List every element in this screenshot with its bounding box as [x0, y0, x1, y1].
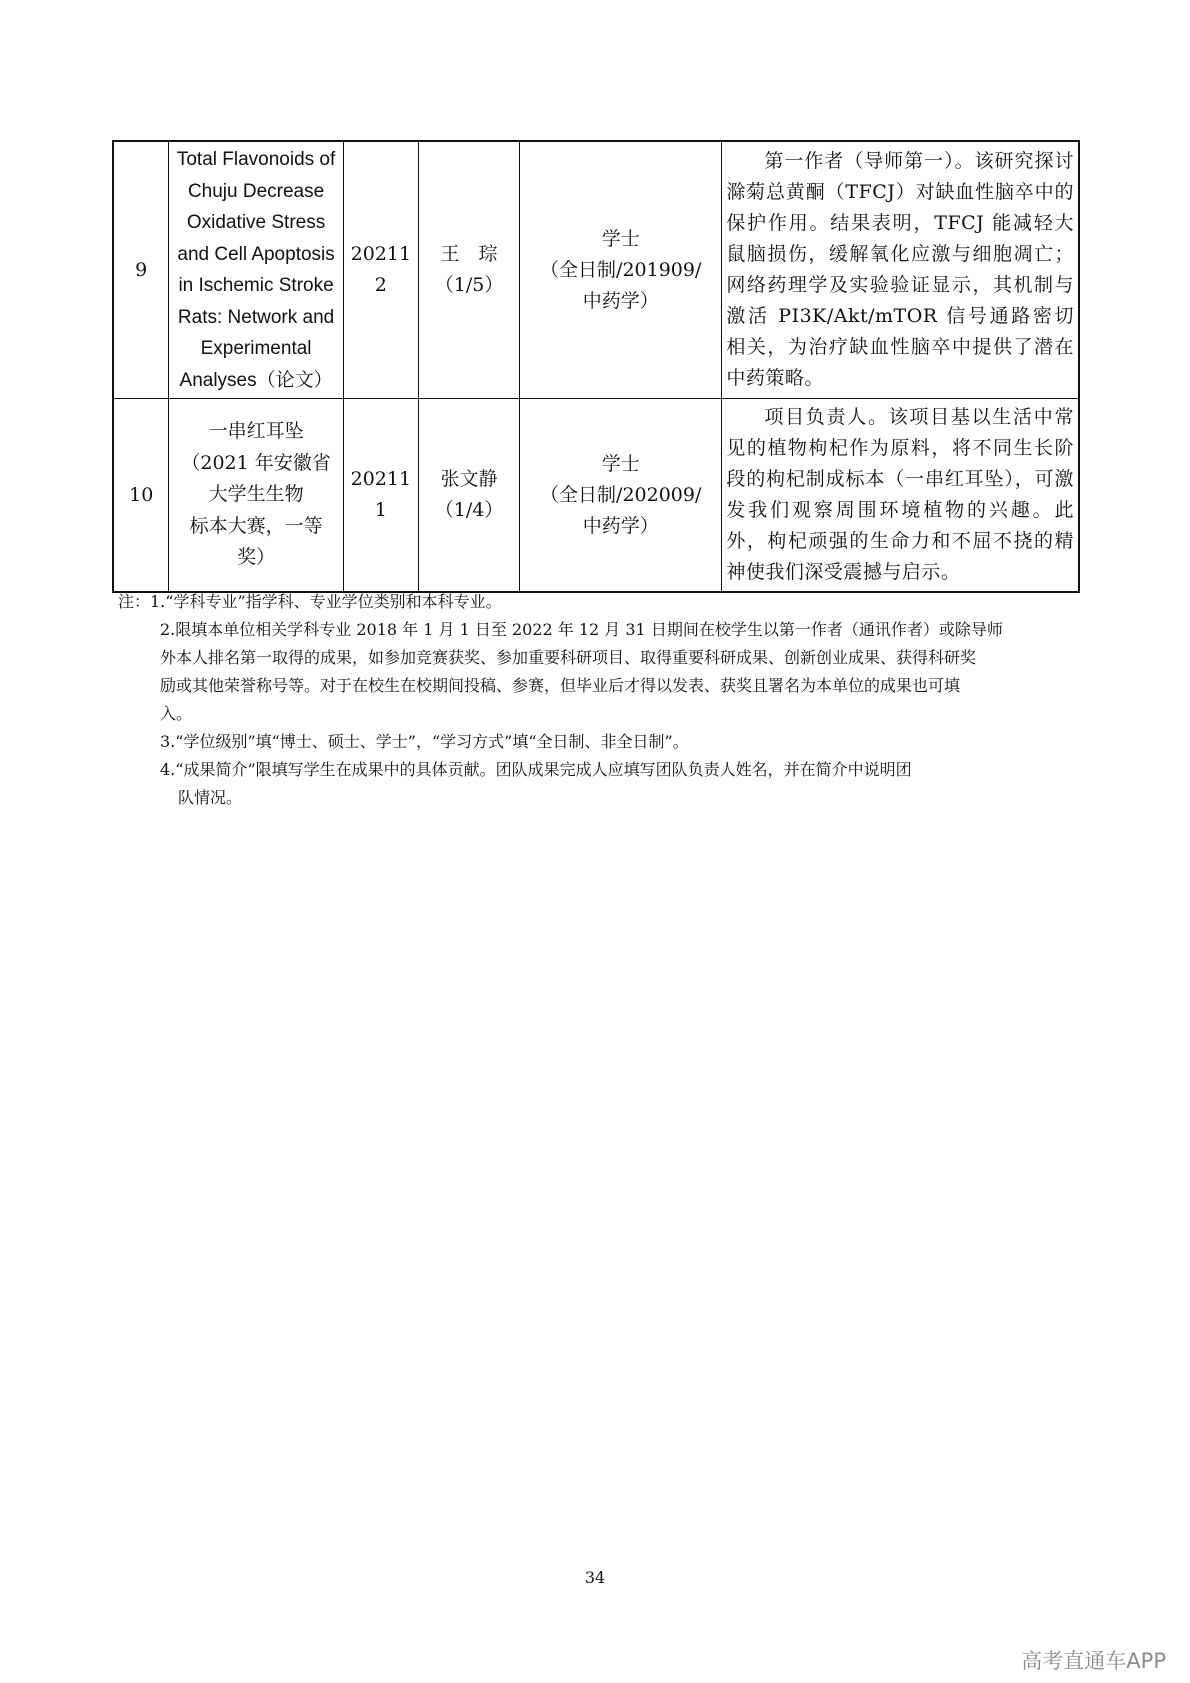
watermark: 高考直通车APP — [1021, 1649, 1166, 1673]
title-line: Chuju Decrease — [187, 180, 325, 202]
title-line: Experimental — [200, 338, 312, 359]
student-rank: （1/5） — [434, 274, 504, 296]
row-number: 10 — [113, 399, 169, 593]
degree-line: 中药学） — [582, 514, 659, 537]
degree-line: 中药学） — [582, 289, 659, 312]
achievement-date: 202111 — [343, 399, 418, 593]
degree-cell — [520, 399, 722, 593]
title-line: Oxidative Stress — [186, 212, 326, 233]
achievement-summary: 第一作者（导师第一）。该研究探讨滁菊总黄酮（TFCJ）对缺血性脑卒中的保护作用。结果表明，TFCJ 能减轻大鼠脑损伤，缓解氧化应激与细胞凋亡；网络药理学及实验验证显示，其机制与激活 PI3K/Akt/mTOR 信号通路密切相关，为治疗缺血性脑卒中提供了潜在中药策略。 — [722, 141, 1079, 399]
title-line: （2021 年安徽省 — [181, 451, 331, 474]
title-line: 一串红耳坠 — [208, 420, 304, 443]
note-2-line-1: 2.限填本单位相关学科专业 2018 年 1 月 1 日至 2022 年 12 月 31 日期间在校学生以第一作者（通讯作者）或除导师 — [160, 620, 1003, 639]
achievement-summary: 项目负责人。该项目基以生活中常见的植物枸杞作为原料，将不同生长阶段的枸杞制成标本（一串红耳坠），可激发我们观察周围环境植物的兴趣。此外，枸杞顽强的生命力和不屈不挠的精神使我们深受震撼与启示。 — [722, 399, 1079, 593]
achievement-title — [169, 141, 343, 399]
degree-line: （全日制/202009/ — [540, 483, 702, 506]
degree-line: 学士 — [601, 227, 640, 250]
title-line: Total Flavonoids of — [176, 149, 336, 170]
page-number: 34 — [584, 1568, 606, 1587]
degree-line: （全日制/201909/ — [540, 258, 702, 281]
student-rank: （1/4） — [434, 499, 504, 521]
degree-cell — [520, 141, 722, 399]
student-cell — [419, 141, 520, 399]
title-line: and Cell Apoptosis — [177, 243, 335, 265]
table-notes — [118, 588, 1080, 812]
note-2-line-3: 励或其他荣誉称号等。对于在校生在校期间投稿、参赛，但毕业后才得以发表、获奖且署名为本单位的成果也可填 — [160, 676, 961, 695]
note-4-line-2: 队情况。 — [178, 788, 243, 807]
degree-line: 学士 — [601, 452, 640, 475]
student-name: 张文静 — [440, 468, 498, 490]
title-line: 大学生生物 — [208, 483, 304, 506]
note-2-line-2: 外本人排名第一取得的成果，如参加竞赛获奖、参加重要科研项目、取得重要科研成果、创新创业成果、获得科研奖 — [160, 648, 977, 667]
note-2-line-4: 入。 — [160, 704, 193, 723]
title-line: 奖） — [237, 546, 276, 569]
student-name: 王 琮 — [440, 243, 498, 265]
achievement-title — [169, 399, 343, 593]
row-number: 9 — [113, 141, 169, 399]
table-row — [113, 141, 1079, 399]
table-row — [113, 399, 1079, 593]
student-cell — [419, 399, 520, 593]
title-line: Rats: Network and — [177, 306, 335, 328]
note-4-line-1: 4.“成果简介”限填写学生在成果中的具体贡献。团队成果完成人应填写团队负责人姓名，并在简介中说明团 — [160, 760, 912, 779]
note-3: 3.“学位级别”填“博士、硕士、学士”，“学习方式”填“全日制、非全日制”。 — [160, 732, 689, 751]
achievements-table — [112, 140, 1080, 593]
achievement-date: 202112 — [343, 141, 418, 399]
note-1: 注：1.“学科专业”指学科、专业学位类别和本科专业。 — [118, 592, 502, 611]
title-line: in Ischemic Stroke — [178, 275, 334, 296]
title-line: Analyses（论文） — [179, 369, 333, 391]
title-line: 标本大赛，一等 — [189, 514, 323, 537]
